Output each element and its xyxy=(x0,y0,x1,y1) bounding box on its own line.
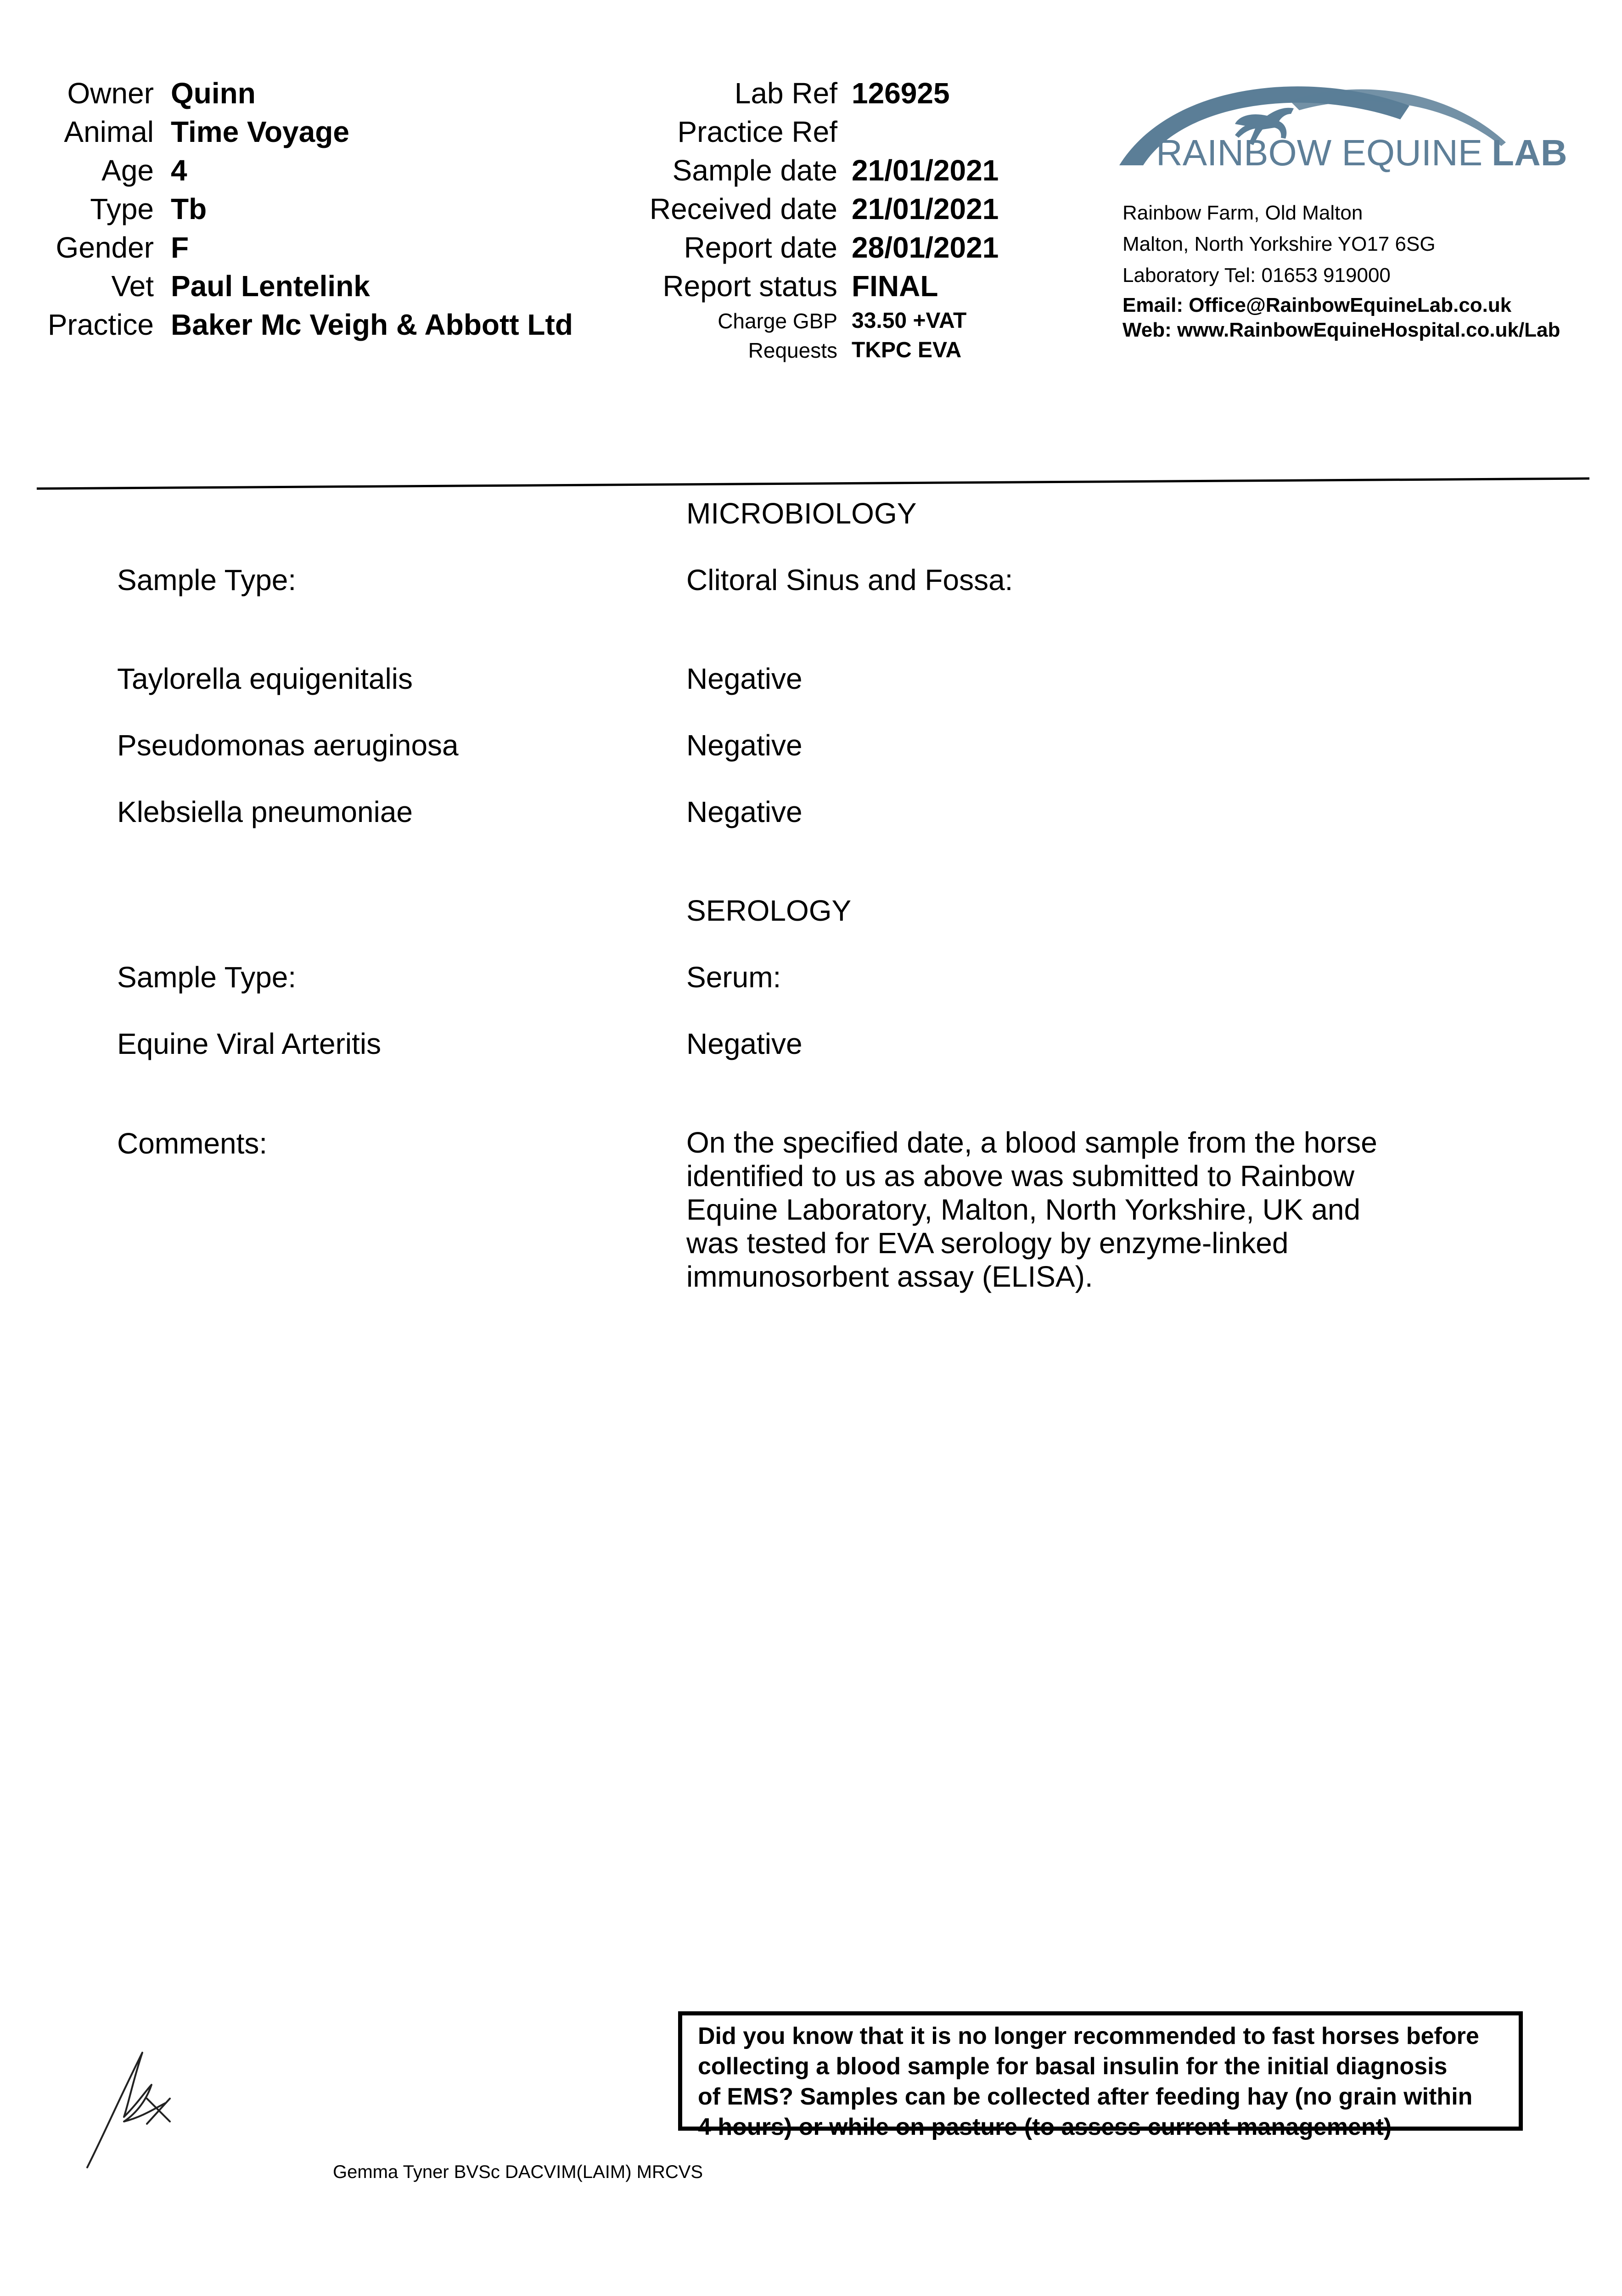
test-result-eva: Negative xyxy=(686,1027,803,1060)
practice-value: Baker Mc Veigh & Abbott Ltd xyxy=(171,308,573,341)
test-name-eva: Equine Viral Arteritis xyxy=(117,1027,382,1060)
report-status-label: Report status xyxy=(662,270,837,303)
lab-address xyxy=(1122,197,1560,343)
sample-date-label: Sample date xyxy=(672,154,837,187)
received-date-value: 21/01/2021 xyxy=(852,192,999,225)
test-result-pseudomonas: Negative xyxy=(686,729,803,762)
sero-sample-type-label: Sample Type: xyxy=(117,961,297,994)
lab-telephone: Laboratory Tel: 01653 919000 xyxy=(1122,264,1391,287)
report-date-value: 28/01/2021 xyxy=(852,231,999,264)
microbiology-heading: MICROBIOLOGY xyxy=(686,497,917,530)
report-status-value: FINAL xyxy=(852,270,938,303)
comment-line: was tested for EVA serology by enzyme-linked xyxy=(686,1227,1289,1260)
lab-ref-value: 126925 xyxy=(852,77,950,110)
sero-sample-type-value: Serum: xyxy=(686,961,781,994)
tip-line: collecting a blood sample for basal insulin for the initial diagnosis xyxy=(698,2053,1448,2080)
comment-line: On the specified date, a blood sample from the horse xyxy=(686,1126,1377,1159)
owner-value: Quinn xyxy=(171,77,256,110)
animal-label: Animal xyxy=(64,115,154,148)
test-name-taylorella: Taylorella equigenitalis xyxy=(117,662,413,695)
age-value: 4 xyxy=(171,154,187,187)
requests-value: TKPC EVA xyxy=(852,338,962,362)
vet-label: Vet xyxy=(111,270,154,303)
requests-label: Requests xyxy=(748,338,837,362)
comments-label: Comments: xyxy=(117,1127,268,1160)
comment-line: identified to us as above was submitted to Rainbow xyxy=(686,1159,1355,1193)
type-label: Type xyxy=(90,192,154,225)
micro-sample-type-label: Sample Type: xyxy=(117,563,297,597)
type-value: Tb xyxy=(171,192,207,225)
comments-text xyxy=(686,1126,1444,1294)
header-divider xyxy=(0,473,1622,491)
tip-line: Did you know that it is no longer recommended to fast horses before xyxy=(698,2023,1479,2049)
tip-line: of EMS? Samples can be collected after feeding hay (no grain within xyxy=(698,2083,1473,2110)
signatory-name: Gemma Tyner BVSc DACVIM(LAIM) MRCVS xyxy=(333,2162,703,2182)
test-name-klebsiella: Klebsiella pneumoniae xyxy=(117,795,413,828)
animal-value: Time Voyage xyxy=(171,115,349,148)
address-line-1: Rainbow Farm, Old Malton xyxy=(1122,202,1363,224)
sample-date-value: 21/01/2021 xyxy=(852,154,999,187)
test-name-pseudomonas: Pseudomonas aeruginosa xyxy=(117,729,459,762)
lab-email: Email: Office@RainbowEquineLab.co.uk xyxy=(1122,294,1512,316)
test-result-klebsiella: Negative xyxy=(686,795,803,828)
gender-label: Gender xyxy=(56,231,154,264)
lab-logo xyxy=(1116,73,1567,179)
gender-value: F xyxy=(171,231,189,264)
lab-website: Web: www.RainbowEquineHospital.co.uk/Lab xyxy=(1122,319,1560,341)
logo-arc-horse-icon xyxy=(1116,73,1567,179)
charge-label: Charge GBP xyxy=(718,309,837,333)
vet-value: Paul Lentelink xyxy=(171,270,370,303)
report-date-label: Report date xyxy=(684,231,837,264)
address-line-2: Malton, North Yorkshire YO17 6SG xyxy=(1122,233,1436,255)
charge-value: 33.50 +VAT xyxy=(852,309,967,333)
practice-ref-label: Practice Ref xyxy=(677,115,837,148)
logo-text-lab: LAB xyxy=(1492,132,1567,173)
logo-text-main: RAINBOW EQUINE xyxy=(1156,132,1483,173)
tip-line: 4 hours) or while on pasture (to assess current management) xyxy=(698,2114,1392,2140)
comment-line: Equine Laboratory, Malton, North Yorkshire, UK and xyxy=(686,1193,1361,1226)
test-result-taylorella: Negative xyxy=(686,662,803,695)
comment-line: immunosorbent assay (ELISA). xyxy=(686,1260,1093,1293)
lab-ref-label: Lab Ref xyxy=(734,77,837,110)
serology-heading: SEROLOGY xyxy=(686,894,852,927)
practice-label: Practice xyxy=(47,308,154,341)
ems-tip-box xyxy=(678,2011,1523,2140)
owner-label: Owner xyxy=(67,77,154,110)
received-date-label: Received date xyxy=(649,192,837,225)
signature-icon xyxy=(78,2048,179,2177)
logo-text xyxy=(1156,132,1567,173)
micro-sample-type-value: Clitoral Sinus and Fossa: xyxy=(686,563,1013,597)
age-label: Age xyxy=(101,154,154,187)
